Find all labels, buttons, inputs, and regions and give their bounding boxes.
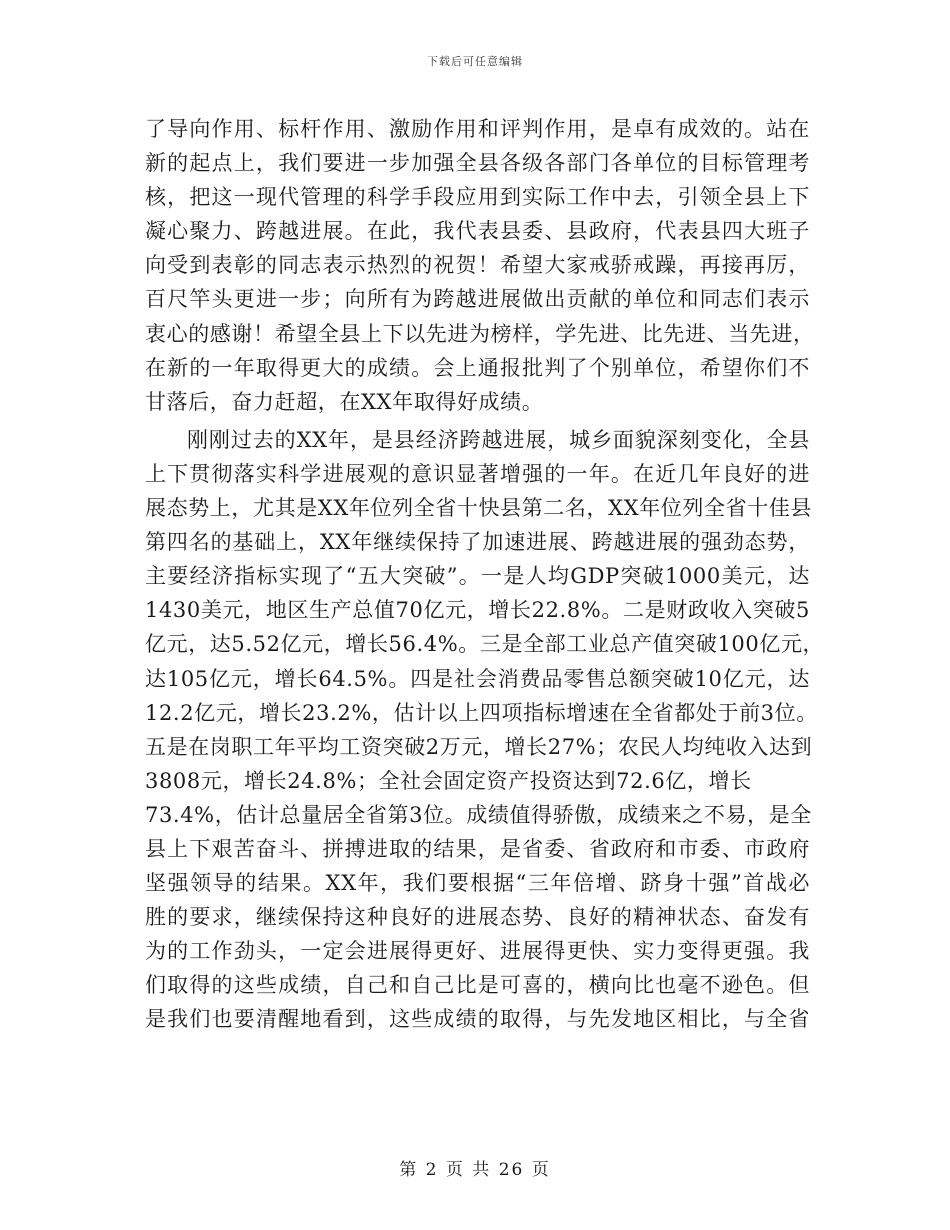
text-line: 百尺竿头更进一步；向所有为跨越进展做出贡献的单位和同志们表示 [145,287,810,312]
text-line: 12.2亿元，增长23.2%，估计以上四项指标增速在全省都处于前3位。 [145,700,818,725]
text-line: 在新的一年取得更大的成绩。会上通报批判了个别单位，希望你们不 [145,355,810,380]
text-line: 县上下艰苦奋斗、拼搏进取的结果，是省委、省政府和市委、市政府 [145,836,810,861]
document-body [145,112,825,1037]
text-line: 达105亿元，增长64.5%。四是社会消费品零售总额突破10亿元，达 [145,666,810,691]
text-line: 新的起点上，我们要进一步加强全县各级各部门各单位的目标管理考 [145,151,810,176]
text-line: 们取得的这些成绩，自己和自己比是可喜的，横向比也毫不逊色。但 [145,973,810,998]
text-line: 第四名的基础上，XX年继续保持了加速进展、跨越进展的强劲态势， [145,530,810,555]
paragraph [145,112,815,419]
text-line: 上下贯彻落实科学进展观的意识显著增强的一年。在近几年良好的进 [145,461,810,486]
text-line: 展态势上，尤其是XX年位列全省十快县第二名，XX年位列全省十佳县 [145,496,812,521]
text-line: 凝心聚力、跨越进展。在此，我代表县委、县政府，代表县四大班子 [145,219,810,244]
text-line: 衷心的感谢！希望全县上下以先进为榜样，学先进、比先进、当先进， [145,321,815,346]
text-line: 是我们也要清醒地看到，这些成绩的取得，与先发地区相比，与全省 [145,1007,810,1032]
text-line: 为的工作劲头，一定会进展得更好、进展得更快、实力变得更强。我 [145,939,810,964]
text-line: 3808元，增长24.8%；全社会固定资产投资达到72.6亿，增长 [145,768,752,793]
paragraph [145,423,825,1037]
text-line: 亿元，达5.52亿元，增长56.4%。三是全部工业总产值突破100亿元， [145,632,825,657]
text-line: 胜的要求，继续保持这种良好的进展态势、良好的精神状态、奋发有 [145,905,810,930]
text-line: 73.4%，估计总量居全省第3位。成绩值得骄傲，成绩来之不易，是全 [145,802,812,827]
text-line: 了导向作用、标杆作用、激励作用和评判作用，是卓有成效的。站在 [145,117,810,141]
page-number-footer: 第 2 页 共 26 页 [399,1160,551,1180]
text-line: 向受到表彰的同志表示热烈的祝贺！希望大家戒骄戒躁，再接再厉， [145,253,810,278]
text-line: 坚强领导的结果。XX年，我们要根据“三年倍增、跻身十强”首战必 [145,871,810,896]
text-line: 主要经济指标实现了“五大突破”。一是人均GDP突破1000美元，达 [145,564,810,589]
text-line: 核，把这一现代管理的科学手段应用到实际工作中去，引领全县上下 [145,185,810,210]
page-header-note: 下载后可任意编辑 [427,55,523,68]
text-line: 刚刚过去的XX年，是县经济跨越进展，城乡面貌深刻变化，全县 [187,427,810,452]
text-line: 1430美元，地区生产总值70亿元，增长22.8%。二是财政收入突破5 [145,598,810,623]
text-line: 五是在岗职工年平均工资突破2万元，增长27%；农民人均纯收入达到 [145,734,813,759]
text-line: 甘落后，奋力赶超，在XX年取得好成绩。 [145,389,544,414]
